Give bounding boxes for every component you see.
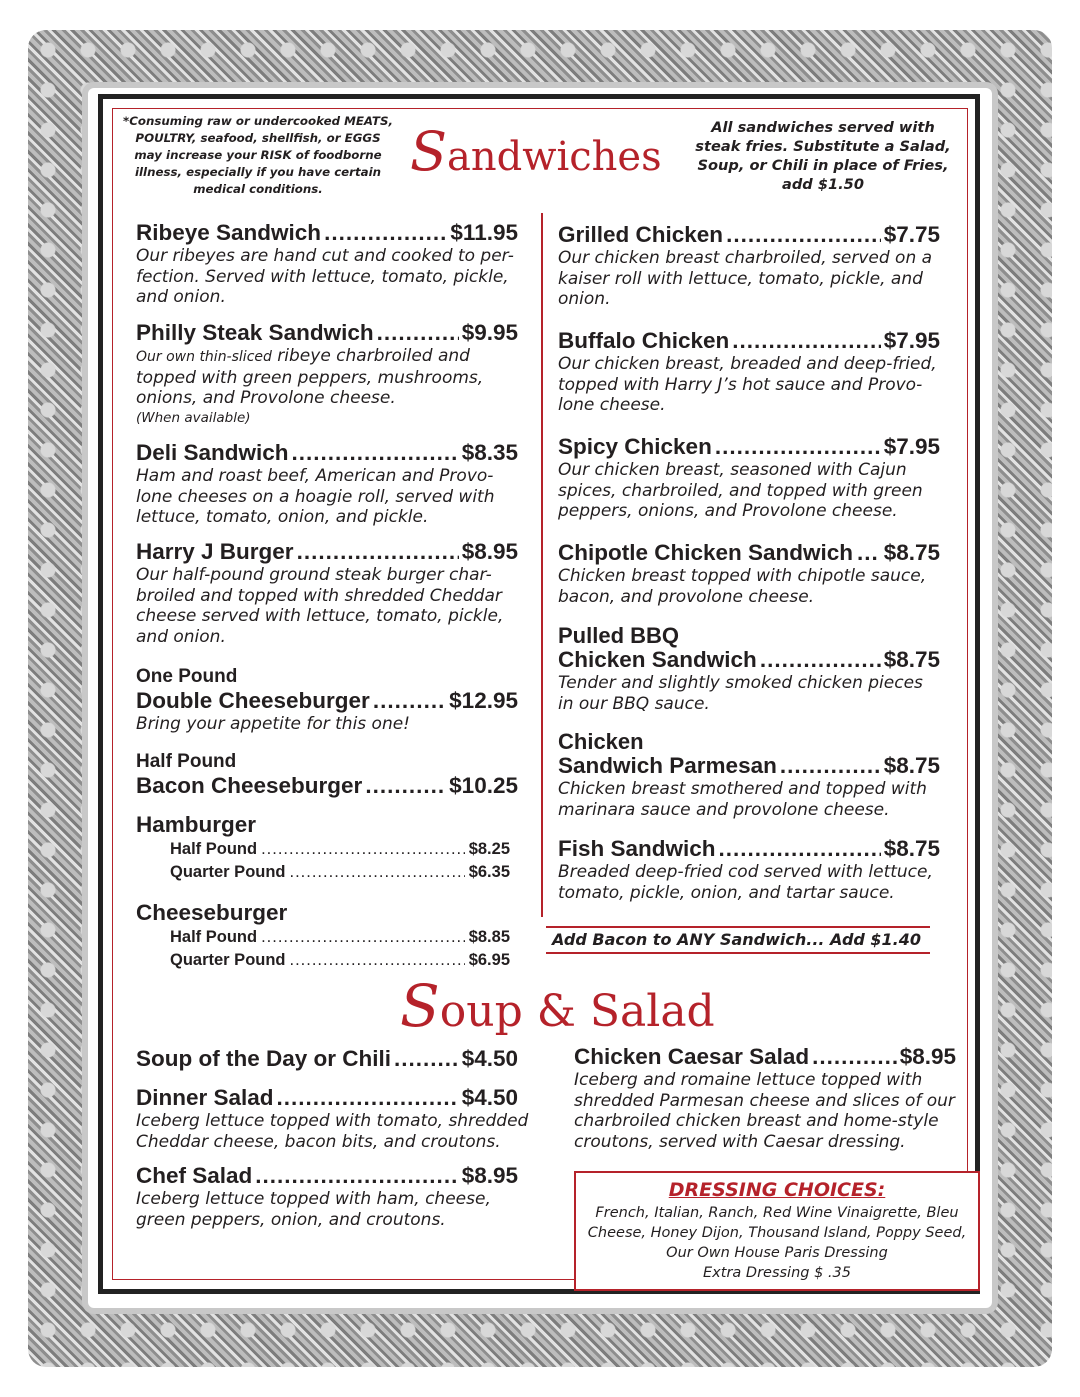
leader-dots	[857, 540, 880, 566]
extra-dressing-price: Extra Dressing $ .35	[703, 1265, 851, 1281]
size-label: Quarter Pound	[170, 863, 286, 881]
item-price: $9.95	[461, 320, 518, 345]
dressing-list: French, Italian, Ranch, Red Wine Vinaigrette, Bleu Cheese, Honey Dijon, Thousand Island, Poppy Seed, Our Own House Paris Dressing	[587, 1205, 967, 1261]
item-price: $7.95	[883, 434, 940, 459]
item-price: $4.50	[461, 1046, 518, 1071]
menu-item	[558, 731, 940, 820]
item-description: ribeye charbroiled and topped with green peppers, mushrooms, onions, and Provolone cheese.	[136, 346, 484, 408]
menu-item	[558, 540, 940, 607]
leader-dots	[292, 440, 459, 466]
leader-dots	[780, 753, 881, 779]
menu-item	[558, 625, 940, 714]
item-price: $8.95	[461, 1163, 518, 1188]
item-note: (When available)	[136, 409, 251, 426]
item-description: Iceberg lettuce topped with ham, cheese, green peppers, onion, and croutons.	[136, 1189, 491, 1230]
sandwiches-heading-initial: S	[410, 120, 447, 183]
item-name: Chipotle Chicken Sandwich	[558, 540, 854, 565]
leader-dots	[373, 688, 446, 714]
leader-dots	[732, 328, 880, 354]
menu-item	[136, 1163, 518, 1230]
sandwiches-served-note: All sandwiches served with steak fries. Substitute a Salad, Soup, or Chili in place of Fries, add $1.50	[695, 119, 951, 193]
menu-item	[558, 434, 940, 522]
size-price: $8.25	[468, 840, 510, 858]
leader-dots	[261, 926, 465, 949]
item-price: $8.95	[461, 539, 518, 564]
menu-item	[136, 539, 518, 647]
dressing-choices-box	[574, 1171, 980, 1291]
item-price: $7.95	[883, 328, 940, 353]
menu-item-cheeseburger	[136, 900, 510, 972]
item-name: Hamburger	[136, 812, 257, 837]
leader-dots	[377, 320, 459, 346]
sandwiches-heading-rest: andwiches	[447, 134, 662, 180]
item-description: Ham and roast beef, American and Provo-lone cheeses on a hoagie roll, served with lettuce, tomato, onion, and pickle.	[136, 466, 495, 527]
item-name: Fish Sandwich	[558, 836, 716, 861]
menu-item	[558, 222, 940, 310]
item-description: Chicken breast topped with chipotle sauce, bacon, and provolone cheese.	[558, 566, 927, 607]
item-description: Iceberg lettuce topped with tomato, shredded Cheddar cheese, bacon bits, and croutons.	[136, 1111, 529, 1152]
item-description: Our chicken breast charbroiled, served on a kaiser roll with lettuce, tomato, pickle, and onion.	[558, 248, 933, 309]
item-name: Bacon Cheeseburger	[136, 773, 363, 798]
soup-salad-heading	[400, 972, 715, 1040]
item-prefix: Chicken	[558, 729, 644, 754]
item-description: Our chicken breast, seasoned with Cajun spices, charbroiled, and topped with green peppers, onions, and Provolone cheese.	[558, 460, 923, 521]
leader-dots	[365, 773, 446, 799]
item-description: Tender and slightly smoked chicken pieces in our BBQ sauce.	[558, 673, 923, 714]
item-description: Iceberg and romaine lettuce topped with shredded Parmesan cheese and slices of our charbroiled chicken breast and home-style croutons, served with Caesar dressing.	[574, 1070, 955, 1152]
leader-dots	[719, 836, 881, 862]
item-name: Chef Salad	[136, 1163, 253, 1188]
dressing-title: DRESSING CHOICES:	[668, 1179, 886, 1201]
leader-dots	[290, 861, 465, 884]
item-price: $8.75	[883, 836, 940, 861]
menu-item	[136, 1046, 518, 1072]
leader-dots	[394, 1046, 459, 1072]
food-safety-disclaimer: *Consuming raw or undercooked MEATS, POULTRY, seafood, shellfish, or EGGS may increase your RISK of foodborne illness, especially if you have certain medical conditions.	[123, 114, 393, 196]
item-price: $8.75	[883, 753, 940, 778]
item-name: Buffalo Chicken	[558, 328, 730, 353]
item-price: $8.75	[883, 540, 940, 565]
leader-dots	[277, 1085, 459, 1111]
size-row	[136, 838, 510, 861]
item-price: $8.75	[883, 647, 940, 672]
menu-item	[136, 1085, 531, 1152]
item-name: Double Cheeseburger	[136, 688, 370, 713]
item-price: $11.95	[450, 220, 518, 245]
size-label: Half Pound	[170, 840, 258, 858]
item-description-lead: Our own thin-sliced	[136, 349, 272, 365]
item-price: $8.35	[461, 440, 518, 465]
item-price: $8.95	[899, 1044, 956, 1069]
menu-item	[574, 1044, 956, 1152]
size-price: $6.95	[468, 951, 510, 969]
item-name: Spicy Chicken	[558, 434, 712, 459]
size-row	[136, 949, 510, 972]
menu-item	[136, 440, 518, 528]
menu-item	[136, 751, 518, 799]
leader-dots	[760, 647, 881, 673]
item-description: Chicken breast smothered and topped with marinara sauce and provolone cheese.	[558, 779, 927, 820]
bacon-addon-note: Add Bacon to ANY Sandwich... Add $1.40	[546, 926, 930, 954]
leader-dots	[715, 434, 881, 460]
size-row	[136, 926, 510, 949]
leader-dots	[726, 222, 881, 248]
item-price: $10.25	[449, 773, 518, 798]
size-price: $8.85	[468, 928, 510, 946]
item-description: Bring your appetite for this one!	[136, 714, 411, 734]
item-name: Philly Steak Sandwich	[136, 320, 374, 345]
column-divider	[541, 213, 543, 917]
item-price: $12.95	[449, 688, 518, 713]
soup-salad-heading-initial: S	[400, 972, 440, 1040]
leader-dots	[261, 838, 465, 861]
item-name: Sandwich Parmesan	[558, 753, 777, 778]
item-name: Grilled Chicken	[558, 222, 724, 247]
item-description: Breaded deep-fried cod served with lettuce, tomato, pickle, onion, and tartar sauce.	[558, 862, 933, 903]
menu-item	[136, 320, 518, 427]
item-name: Cheeseburger	[136, 900, 288, 925]
sandwiches-heading	[410, 120, 662, 183]
menu-item	[558, 836, 940, 903]
leader-dots	[812, 1044, 897, 1070]
menu-item	[558, 328, 940, 416]
size-price: $6.35	[468, 863, 510, 881]
item-name: Chicken Sandwich	[558, 647, 757, 672]
leader-dots	[290, 949, 465, 972]
size-row	[136, 861, 510, 884]
item-name: Deli Sandwich	[136, 440, 289, 465]
item-name: Dinner Salad	[136, 1085, 274, 1110]
menu-item	[136, 220, 518, 308]
item-name: Harry J Burger	[136, 539, 294, 564]
leader-dots	[297, 539, 459, 565]
size-label: Half Pound	[170, 928, 258, 946]
item-name: Chicken Caesar Salad	[574, 1044, 810, 1069]
item-price: $4.50	[461, 1085, 518, 1110]
item-description: Our chicken breast, breaded and deep-fried, topped with Harry J’s hot sauce and Provo-lone cheese.	[558, 354, 937, 415]
menu-item-hamburger	[136, 812, 510, 884]
size-label: Quarter Pound	[170, 951, 286, 969]
item-description: Our ribeyes are hand cut and cooked to per-fection. Served with lettuce, tomato, pickle, and onion.	[136, 246, 514, 307]
item-price: $7.75	[883, 222, 940, 247]
menu-item	[136, 666, 518, 735]
item-name: Ribeye Sandwich	[136, 220, 322, 245]
item-prefix: One Pound	[136, 666, 238, 687]
soup-salad-heading-rest: oup & Salad	[439, 986, 715, 1037]
leader-dots	[255, 1163, 458, 1189]
item-prefix: Pulled BBQ	[558, 623, 680, 648]
item-name: Soup of the Day or Chili	[136, 1046, 392, 1071]
item-description: Our half-pound ground steak burger char-broiled and topped with shredded Cheddar cheese served with lettuce, tomato, pickle, and onion.	[136, 565, 504, 647]
leader-dots	[324, 220, 447, 246]
item-prefix: Half Pound	[136, 751, 237, 772]
